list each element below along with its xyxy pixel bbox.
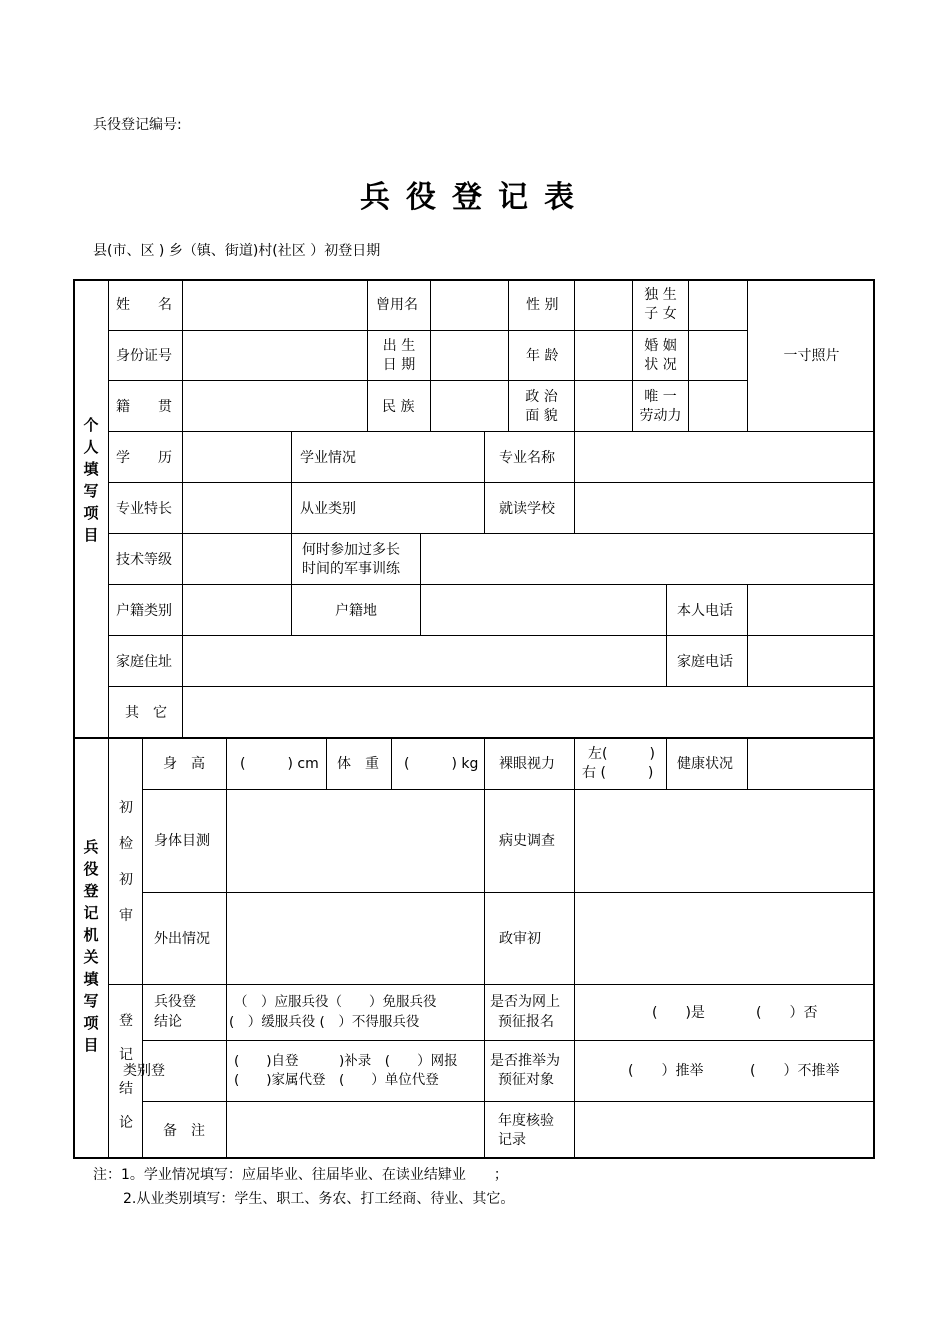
name-field[interactable] [183,284,366,328]
medical-history-label: 病史调查 [499,833,555,849]
school-label: 就读学校 [499,501,555,517]
hukou-type-label: 户籍类别 [116,603,172,619]
recommend-label-line2: 预征对象 [498,1072,554,1088]
online-prereg-label-line2: 预征报名 [498,1014,554,1030]
birth-date-label-line1: 出 生 [382,338,416,354]
recommend-yes[interactable]: ( ）推举 [628,1063,704,1079]
height-label: 身 高 [163,756,205,772]
occupation-label: 从业类别 [300,501,356,517]
own-phone-label: 本人电话 [677,603,733,619]
online-prereg-yes[interactable]: ( )是 [652,1005,705,1021]
initial-check-label: 初检初审 [119,800,133,924]
hukou-place-label: 户籍地 [335,603,377,619]
military-training-label-line1: 何时参加过多长 [302,542,400,558]
home-phone-label: 家庭电话 [677,654,733,670]
other-label: 其 它 [125,705,167,721]
annual-check-label-line2: 记录 [498,1132,526,1148]
tech-level-label: 技术等级 [116,552,172,568]
only-child-label-line1: 独 生 [644,287,677,303]
id-number-label: 身份证号 [116,348,172,364]
specialty-label: 专业特长 [116,501,172,517]
study-status-label: 学业情况 [300,450,356,466]
conclusion-label-line1: 兵役登 [154,994,196,1010]
name-label: 姓 名 [116,297,172,313]
online-prereg-label-line1: 是否为网上 [490,994,560,1010]
reg-type-options-line1: ( )自登 )补录 ( ）网报 [234,1053,458,1069]
annual-check-label-line1: 年度核验 [498,1113,554,1129]
vision-label: 裸眼视力 [499,756,555,772]
political-label-line1: 政 治 [525,389,558,405]
former-name-label: 曾用名 [376,297,418,313]
vision-left: 左( ) [588,746,655,762]
military-training-label-line2: 时间的军事训练 [302,561,400,577]
vision-right: 右 ( ) [582,765,654,781]
health-label: 健康状况 [677,756,733,772]
conclusion-options-line2: ( ）缓服兵役 ( ）不得服兵役 [229,1014,420,1030]
conclusion-label-line2: 结论 [154,1014,182,1030]
gender-label: 性 别 [526,297,559,313]
native-place-label: 籍 贯 [116,399,172,415]
personal-section-label: 个人填写项目 [83,416,99,544]
reg-type-options-line2: ( )家属代登 ( ）单位代登 [234,1072,439,1088]
major-name-label: 专业名称 [499,450,555,466]
page-title: 兵役登记表 [360,180,590,215]
height-value: ( ) cm [240,756,319,772]
marital-label-line1: 婚 姻 [644,338,677,354]
registration-table [73,279,875,1159]
political-label-line2: 面 貌 [525,408,558,424]
sole-labor-label-line1: 唯 一 [644,389,677,405]
birth-date-label-line2: 日 期 [382,357,416,373]
conclusion-group-label: 登记结论 [119,1013,133,1131]
reg-type-label: 类别登 [123,1063,165,1079]
weight-label: 体 重 [337,756,379,772]
agency-section-label: 兵役登记机关填写项目 [83,838,99,1054]
age-label: 年 龄 [526,348,559,364]
weight-value: ( ) kg [404,756,479,772]
marital-label-line2: 状 况 [644,357,677,373]
online-prereg-no[interactable]: ( ）否 [756,1005,818,1021]
visual-exam-label: 身体目测 [154,833,210,849]
note-line-2: 2.从业类别填写：学生、职工、务农、打工经商、待业、其它。 [123,1191,515,1207]
remarks-label: 备 注 [163,1123,205,1139]
location-line: 县(市、区 ) 乡（镇、街道)村(社区 ）初登日期 [93,243,381,259]
recommend-no[interactable]: ( ）不推举 [750,1063,840,1079]
home-address-label: 家庭住址 [116,654,172,670]
registration-number-label: 兵役登记编号: [93,117,182,133]
ethnicity-label: 民 族 [382,399,415,415]
political-review-label: 政审初 [499,931,541,947]
recommend-label-line1: 是否推举为 [490,1053,560,1069]
note-line-1: 注：1。学业情况填写：应届毕业、往届毕业、在读业结肄业 ； [93,1167,508,1183]
only-child-label-line2: 子 女 [644,306,677,322]
education-label: 学 历 [116,450,172,466]
outgoing-label: 外出情况 [154,931,210,947]
conclusion-options-line1: （ ）应服兵役（ ）免服兵役 [234,994,437,1010]
photo-placeholder: 一寸照片 [783,348,840,364]
sole-labor-label-line2: 劳动力 [639,408,682,424]
